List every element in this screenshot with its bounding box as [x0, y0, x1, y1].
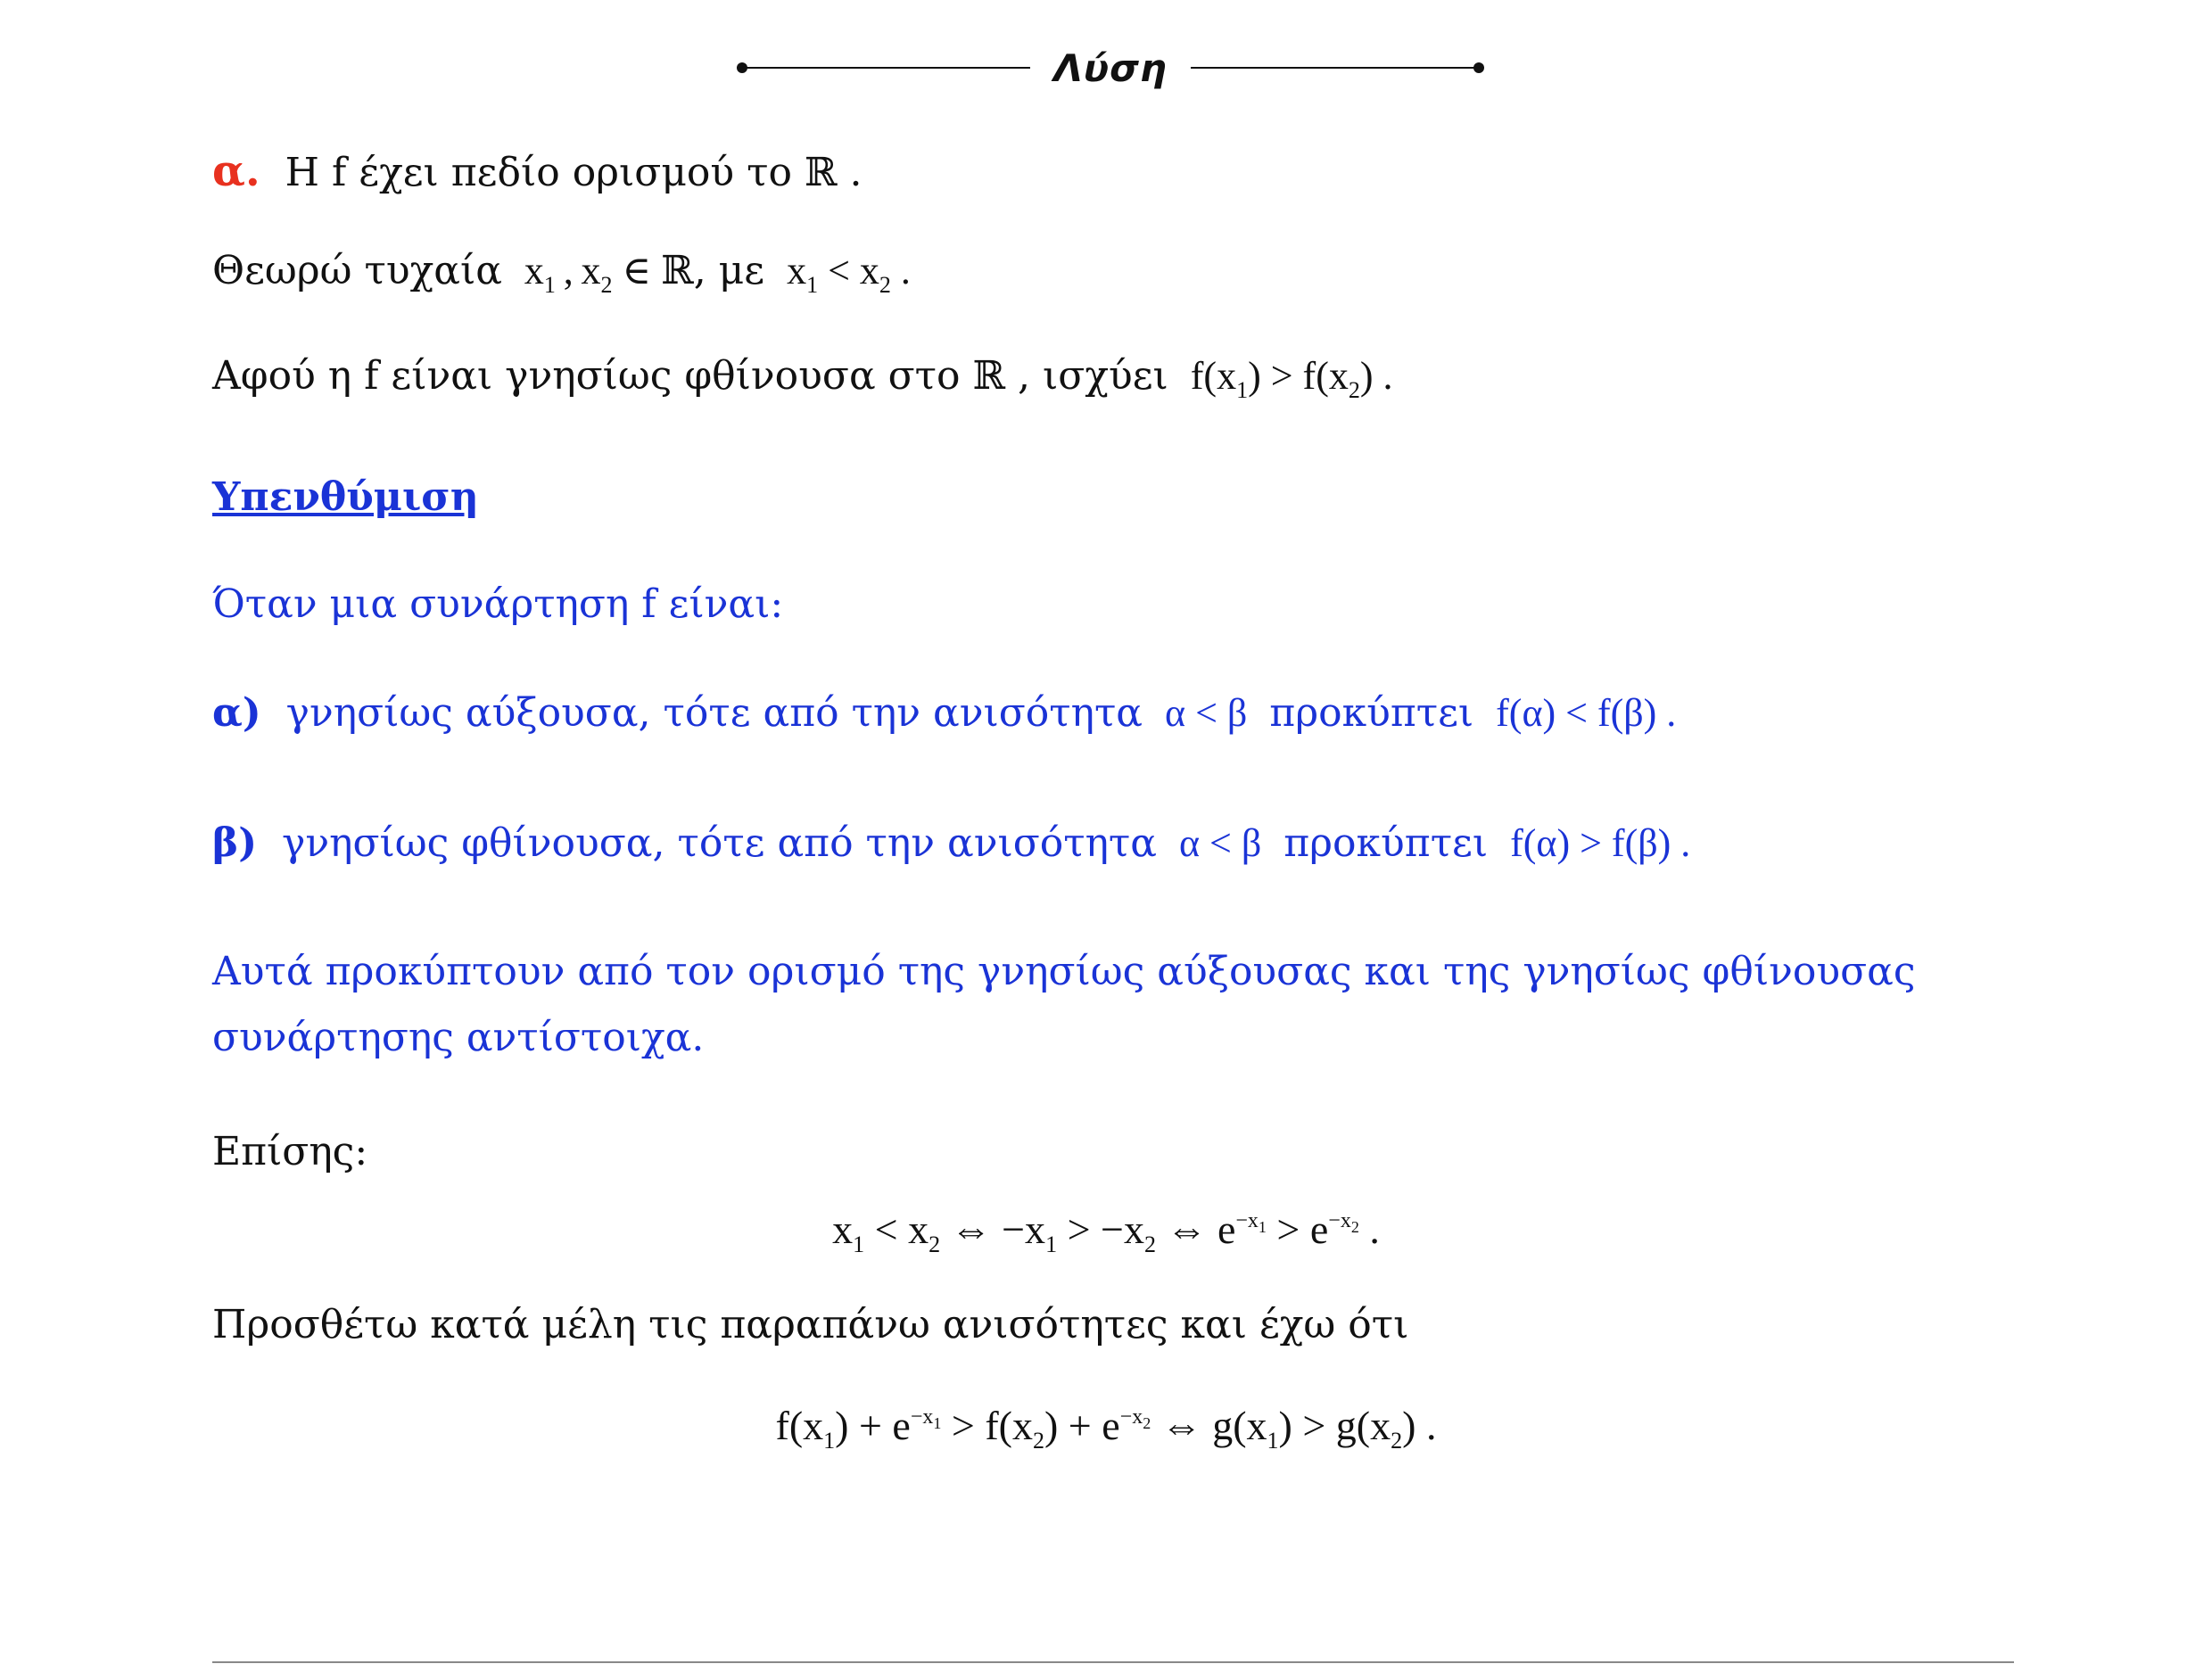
- part-a-line-3: [212, 353, 1393, 403]
- reminder-item-a-label: α): [212, 690, 261, 736]
- reminder-item-b-result: προκύπτει: [1283, 820, 1489, 866]
- reminder-item-b-text: γνησίως φθίνουσα, τότε από την ανισότητα: [282, 820, 1157, 866]
- math-falpha-less-fbeta: f(α) < f(β) .: [1486, 691, 1677, 735]
- reminder-item-b-label: β): [212, 820, 258, 866]
- equation-exponential-inequality: $x_1 < x_2$ ⇔ $-x_1 > -x_2$ ⇔ $e^{-x_1} > e^{-x_2}$ .: [832, 1207, 1380, 1257]
- header-rule-right: [1191, 67, 1481, 69]
- solution-header: [740, 43, 1481, 93]
- reminder-item-a-result: προκύπτει: [1269, 690, 1474, 736]
- part-a-line-2: [212, 248, 911, 298]
- math-falpha-greater-fbeta: f(α) > f(β) .: [1500, 821, 1691, 865]
- reminder-title-row: [212, 474, 479, 520]
- part-a-domain-text: Η f έχει πεδίο ορισμού το ℝ .: [285, 150, 863, 195]
- solution-title: Λύση: [1053, 45, 1168, 90]
- reminder-title: Υπενθύμιση: [212, 474, 479, 520]
- math-x1-less-x2: $x_1 < x_2$ .: [777, 249, 911, 298]
- reminder-note-line-1: Αυτά προκύπτουν από τον ορισμό της γνησίως αύξουσας και της γνησίως φθίνουσας: [212, 949, 1916, 994]
- math-alpha-less-beta-b: α < β: [1169, 821, 1272, 865]
- reminder-item-a: [212, 690, 1677, 736]
- part-a-joiner: , με: [693, 248, 765, 293]
- footer-rule: [212, 1661, 2014, 1663]
- math-alpha-less-beta-a: α < β: [1155, 691, 1258, 735]
- math-x1-x2-in-R: $x_1$ , $x_2$ ∈ ℝ: [514, 249, 694, 298]
- equation-g-inequality: $f(x_1) + e^{-x_1} > f(x_2) + e^{-x_2}$ ⇔ $g(x_1) > g(x_2)$ .: [775, 1403, 1437, 1454]
- part-a-label: α.: [212, 146, 260, 196]
- reminder-intro: Όταν μια συνάρτηση f είναι:: [212, 581, 784, 627]
- math-fx1-greater-fx2: $f(x_1) > f(x_2)$ .: [1180, 354, 1393, 403]
- also-label: Επίσης:: [212, 1129, 368, 1174]
- reminder-item-b: [212, 820, 1691, 866]
- add-inequalities-text: Προσθέτω κατά μέλη τις παραπάνω ανισότητες και έχω ότι: [212, 1302, 1409, 1347]
- reminder-note-line-2: συνάρτησης αντίστοιχα.: [212, 1015, 705, 1060]
- reminder-item-a-text: γνησίως αύξουσα, τότε από την ανισότητα: [285, 690, 1143, 736]
- part-a-line-1: [212, 146, 863, 196]
- header-rule-left: [740, 67, 1030, 69]
- part-a-choose-text: Θεωρώ τυχαία: [212, 248, 502, 293]
- part-a-decreasing-text: Αφού η f είναι γνησίως φθίνουσα στο ℝ , ισχύει: [212, 353, 1168, 399]
